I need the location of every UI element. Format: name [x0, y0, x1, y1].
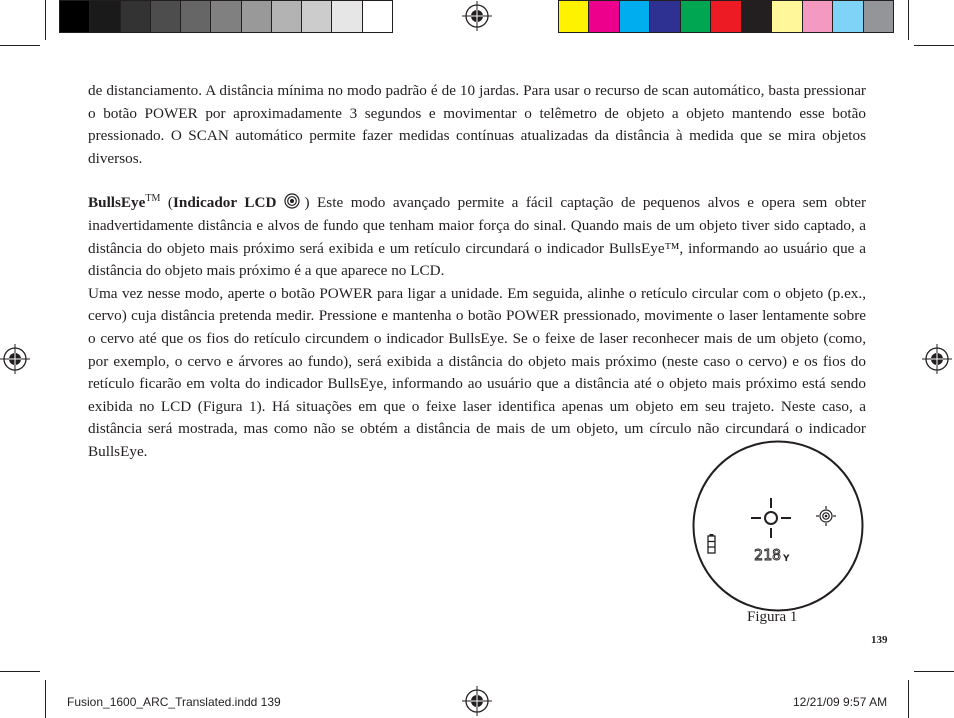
gray-swatch-1	[60, 1, 90, 32]
crop-mark-top-right-v	[908, 0, 909, 40]
grayscale-calibration-bar	[59, 0, 393, 33]
color-swatch-1	[559, 1, 589, 32]
color-swatch-4	[650, 1, 680, 32]
body-text	[88, 80, 866, 464]
crop-mark-top-left-v	[45, 0, 46, 40]
registration-mark-right-icon	[922, 344, 952, 374]
trademark-mark: TM	[145, 193, 161, 205]
gray-swatch-11	[363, 1, 392, 32]
page-number: 139	[871, 634, 888, 646]
paragraph-bullseye-text: ) Este modo avançado permite a fácil captação de pequenos alvos e opera sem obter inadvertidamente distância e alvos de fundo que tenham maior força do sinal. Quando mais de um objeto tiver sido captado, a distância do objeto mais próximo será exibida e um retículo circundará o indicador BullsEye™, informando ao usuário que a distância do objeto mais próximo é a que aparece no LCD.	[88, 194, 867, 280]
color-swatch-6	[711, 1, 741, 32]
viewfinder-circle	[694, 442, 863, 611]
gray-swatch-8	[272, 1, 302, 32]
gray-swatch-6	[211, 1, 241, 32]
crop-mark-bottom-left-h	[0, 671, 40, 672]
bullseye-lcd-icon	[284, 193, 300, 209]
gray-swatch-2	[90, 1, 120, 32]
paragraph-usage: Uma vez nesse modo, aperte o botão POWER para ligar a unidade. Em seguida, alinhe o retículo circular com o objeto (p.ex., cervo) cuja distância pretenda medir. Pressione e mantenha o botão POWER pressionado, movimente o laser lentamente sobre o cervo até que os fios do retículo circundem o indicador BullsEye. Se o feixe de laser reconhecer mais de um objeto (como, por exemplo, o cervo e árvores ao fundo), será exibida a distância do objeto mais próximo (neste caso o cervo) e os fios do retículo ficarão em volta do indicador BullsEye, informando ao usuário que a distância até o objeto mais próximo está sendo exibida no LCD (Figura 1). Há situações em que o feixe laser identifica apenas um objeto em seu trajeto. Neste caso, a distância será mostrada, mas como não se obtém a distância de mais de um objeto, um círculo não circundará o indicador BullsEye.	[88, 284, 866, 460]
distance-unit: Y	[783, 554, 790, 564]
figure-rangefinder-view	[692, 440, 864, 612]
color-swatch-7	[742, 1, 772, 32]
color-swatch-11	[864, 1, 893, 32]
registration-mark-left-icon	[0, 344, 30, 374]
color-swatch-3	[620, 1, 650, 32]
color-calibration-bar	[558, 0, 894, 33]
figure-caption: Figura 1	[747, 609, 798, 625]
paragraph-auto-scan: de distanciamento. A distância mínima no modo padrão é de 10 jardas. Para usar o recurso de scan automático, basta pressionar o botão POWER por aproximadamente 3 segundos e movimentar o telêmetro de objeto a objeto mantendo esse botão pressionado. O SCAN automático permite fazer medidas contínuas atualizadas da distância à medida que se mira objetos diversos.	[88, 82, 866, 167]
registration-mark-bottom-icon	[462, 686, 492, 716]
registration-mark-top-icon	[462, 1, 492, 31]
crop-mark-top-left-h	[0, 45, 40, 46]
gray-swatch-3	[121, 1, 151, 32]
color-swatch-5	[681, 1, 711, 32]
bullseye-label: BullsEye	[88, 194, 146, 212]
paragraph-bullseye	[88, 192, 866, 282]
gray-swatch-7	[242, 1, 272, 32]
color-swatch-2	[589, 1, 619, 32]
crop-mark-top-right-h	[914, 45, 954, 46]
gray-swatch-5	[181, 1, 211, 32]
distance-readout: 218	[754, 546, 782, 564]
color-swatch-10	[833, 1, 863, 32]
crop-mark-bottom-left-v	[45, 680, 46, 718]
open-paren: (	[160, 194, 173, 212]
color-swatch-8	[772, 1, 802, 32]
crop-mark-bottom-right-v	[908, 680, 909, 718]
crop-mark-bottom-right-h	[914, 671, 954, 672]
gray-swatch-10	[332, 1, 362, 32]
indicator-lcd-label: Indicador LCD	[173, 194, 277, 212]
gray-swatch-9	[302, 1, 332, 32]
gray-swatch-4	[151, 1, 181, 32]
slug-datetime: 12/21/09 9:57 AM	[793, 695, 888, 709]
slug-file-name: Fusion_1600_ARC_Translated.indd 139	[67, 695, 281, 709]
color-swatch-9	[803, 1, 833, 32]
